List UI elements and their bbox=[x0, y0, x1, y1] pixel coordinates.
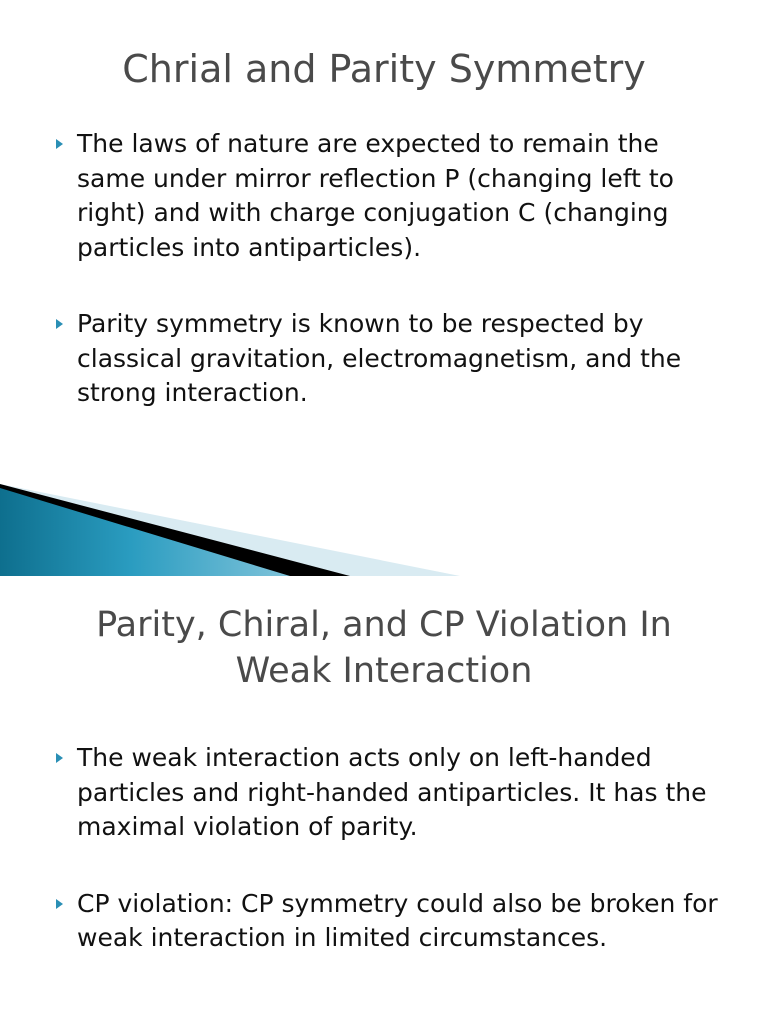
triangle-right-icon bbox=[56, 753, 63, 763]
bullet-list bbox=[0, 127, 768, 453]
slide-title: Chrial and Parity Symmetry bbox=[122, 47, 646, 91]
triangle-right-icon bbox=[56, 899, 63, 909]
slide-title-line-1: Parity, Chiral, and CP Violation In bbox=[96, 605, 672, 645]
slide-title-line-2: Weak Interaction bbox=[235, 651, 533, 691]
bullet-text: CP violation: CP symmetry could also be broken for weak interaction in limited circumstances. bbox=[77, 888, 718, 952]
bullet-text: The weak interaction acts only on left-handed particles and right-handed antiparticles. It has the maximal violation of parity. bbox=[77, 743, 707, 841]
slide-weak-interaction bbox=[0, 576, 768, 1024]
triangle-right-icon bbox=[56, 139, 63, 149]
list-item bbox=[0, 127, 768, 265]
swoosh-divider bbox=[0, 484, 460, 576]
slide-title bbox=[0, 602, 768, 694]
list-item bbox=[0, 307, 768, 411]
bullet-text: Parity symmetry is known to be respected by classical gravitation, electromagnetism, and the strong interaction. bbox=[77, 309, 682, 407]
list-item bbox=[0, 887, 768, 956]
list-item bbox=[0, 741, 768, 845]
triangle-right-icon bbox=[56, 319, 63, 329]
bullet-text: The laws of nature are expected to remain the same under mirror reflection P (changing left to right) and with charge conjugation C (changing particles into antiparticles). bbox=[77, 129, 674, 262]
bullet-list bbox=[0, 741, 768, 998]
